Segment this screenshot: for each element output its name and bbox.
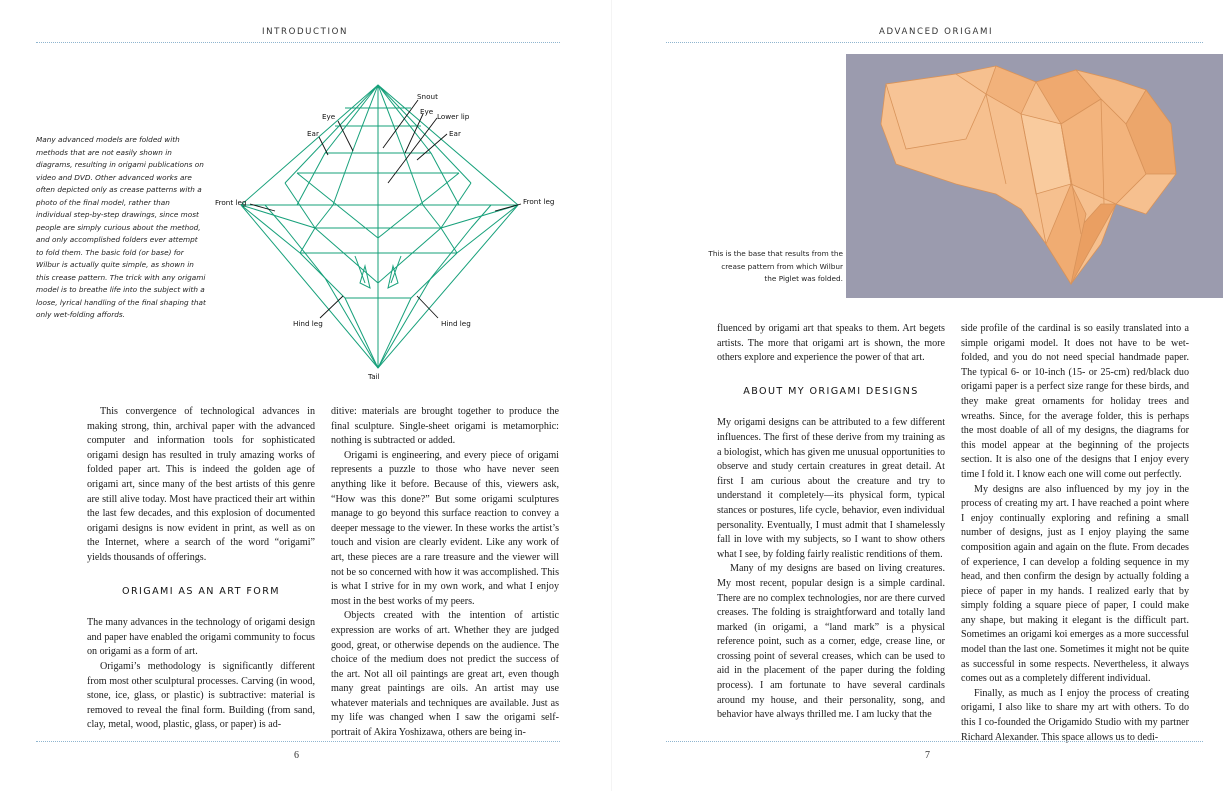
label-lower-lip: Lower lip: [437, 112, 470, 121]
paragraph: Origami’s methodology is significantly different from most other sculptural processes. Carving (in wood, stone, ice, glass, or plastic) is subtractive: material is removed to reveal the final form. Building (from sand, clay, metal, wood, plastic, glass, or paper) is ad-: [87, 660, 315, 731]
paragraph: ditive: materials are brought together to produce the final sculpture. Single-sheet origami is metamorphic: nothing is subtracted or added.: [331, 406, 559, 447]
origami-piglet-base-image: [846, 54, 1223, 298]
crease-pattern-diagram: [205, 78, 570, 388]
paragraph: Objects created with the intention of artistic expression are works of art. Whether they are judged good, great, or otherwise depends on the audience. The choice of the medium does not predict the success of the art. Not all oil paintings are great art, even though many great paintings are oils. An artist may use whatever materials and techniques are available. Just as my life was changed when I saw the origami self-portrait of Akira Yoshizawa, others are being in-: [331, 610, 559, 739]
label-ear-left: Ear: [307, 129, 319, 138]
right-page: [612, 0, 1223, 791]
paragraph: Origami is engineering, and every piece of origami represents a puzzle to those who have never seen anything like it before. Because of this, viewers ask, “How was this done?” But some origami sculptures manage to go beyond this surface reaction to convey a deeper message to the viewer. In these works the artist’s touch and vision are clearly evident. Like any work of art, these pieces are a rare treasure and the viewer will not be so concerned with how it was accomplished. This is what I strive for in my own work, and what I enjoy most in the best works of my peers.: [331, 449, 559, 607]
paragraph: My designs are also influenced by my joy in the process of creating my art. I have reached a point where I enjoy continually exploring and refining a small number of designs, just as I enjoy playing the same composition again and again on the flute. From decades of experience, I can develop a folding sequence in my head, and then confirm the design by actually folding a piece of paper in my hands. I realized early that by simply folding a square piece of paper, I could make any shape, but making it elegant is the difficult part. Sometimes an origami koi emerges as a more successful model than the last one. Sometimes it might not be quite as successful in some respects. Nevertheless, it always comes out as a completely different individual.: [961, 483, 1189, 685]
left-page: [0, 0, 611, 791]
page-number-left: 6: [294, 750, 299, 761]
section-heading-my-designs: ABOUT MY ORIGAMI DESIGNS: [743, 385, 919, 397]
top-rule-left: [36, 42, 560, 43]
bottom-rule-right: [666, 741, 1203, 742]
paragraph: The many advances in the technology of origami design and paper have enabled the origami community to focus on origami as a form of art.: [87, 617, 315, 658]
paragraph: fluenced by origami art that speaks to them. Art begets artists. The more that origami art is shown, the more others explore and experience the power of that art.: [717, 323, 945, 364]
crease-outline: [241, 85, 518, 368]
crease-pattern-caption: Many advanced models are folded with methods that are not easily shown in diagrams, resulting in origami publications on video and DVD. Other advanced works are often depicted only as crease patterns with a photo of the final model, rather than individual step-by-step drawings, since most people are simply curious about the method, and only accomplished folders ever attempt to fold them. The basic fold (or base) for Wilbur is actually quite simple, as shown in this crease pattern. The trick with any origami model is to breathe life into the subject with a loose, lyrical handling of the final shaping that only wet-folding affords.: [36, 135, 206, 319]
label-snout: Snout: [417, 92, 438, 101]
section-heading-art-form: ORIGAMI AS AN ART FORM: [122, 585, 280, 597]
running-head-right: ADVANCED ORIGAMI: [879, 27, 994, 37]
right-column-2: [961, 322, 1189, 745]
left-column-2: [331, 405, 559, 741]
label-tail: Tail: [368, 372, 380, 381]
top-rule-right: [666, 42, 1203, 43]
label-eye-right: Eye: [420, 107, 434, 116]
label-ear-right: Ear: [449, 129, 461, 138]
paragraph: My origami designs can be attributed to a few different influences. The first of these derive from my training as a biologist, which has given me unusual opportunities to observe and study certain creatures in great detail. At first I am curious about the creature and try to understand it completely—its physical form, typical stances or postures, life cycle, behavior, even individual personality. Eventually, I must admit that I shamelessly fall in love with my subjects, so I want to show others what I see, by folding fairly realistic renditions of them.: [717, 417, 945, 560]
label-hind-leg-right: Hind leg: [441, 319, 471, 328]
label-eye-left: Eye: [322, 112, 336, 121]
origami-base-photo: [846, 54, 1223, 298]
bottom-rule-left: [36, 741, 560, 742]
right-column-1: [717, 322, 945, 723]
label-hind-leg-left: Hind leg: [293, 319, 323, 328]
paragraph: Finally, as much as I enjoy the process of creating origami, I also like to share my art with others. To do this I co-founded the Origamido Studio with my partner Richard Alexander. This space allows us to dedi-: [961, 687, 1189, 743]
photo-caption: This is the base that results from the crease pattern from which Wilbur the Piglet was folded.: [708, 249, 843, 283]
running-head-left: INTRODUCTION: [262, 27, 349, 37]
paragraph: side profile of the cardinal is so easily translated into a simple origami model. It does not have to be wet-folded, and you do not need special handmade paper. The typical 6- or 10-inch (15- or 25-cm) red/black duo origami paper is a perfect size range for these birds, and they make great ornaments for holiday trees and wreaths. Since, for the average folder, this is perhaps the most doable of all of my designs, the diagrams for this model appear at the beginning of the projects section. It is also one of the designs that I enjoy every time I fold it. I know each one will come out perfectly.: [961, 323, 1189, 480]
label-front-leg-left: Front leg: [215, 198, 247, 207]
page-number-right: 7: [925, 750, 930, 761]
paragraph: This convergence of technological advances in making strong, thin, archival paper with the advanced computer and information tools for sophisticated origami design has resulted in truly amazing works of folded paper art. This is indeed the golden age of origami art, since many of the best artists of this genre are still alive today. Most have practiced their art within the last few decades, and this explosion of documented origami designs is now evident in print, as well as on the Internet, where a search of the word “origami” yields thousands of offerings.: [87, 406, 315, 563]
label-front-leg-right: Front leg: [523, 197, 555, 206]
left-column-1: [87, 405, 315, 733]
paragraph: Many of my designs are based on living creatures. My most recent, popular design is a simple cardinal. There are no complex technologies, nor are there curved creases. The folding is straightforward and totally land marked (in origami, a “land mark” is a physical reference point, such as a corner, edge, crease line, or crossing point of several creases, which can be used to aid in the placement of the paper during the folding process). I am fortunate to have several cardinals around my house, and their personality, song, and behavior have always thrilled me. I am lucky that the: [717, 563, 945, 721]
